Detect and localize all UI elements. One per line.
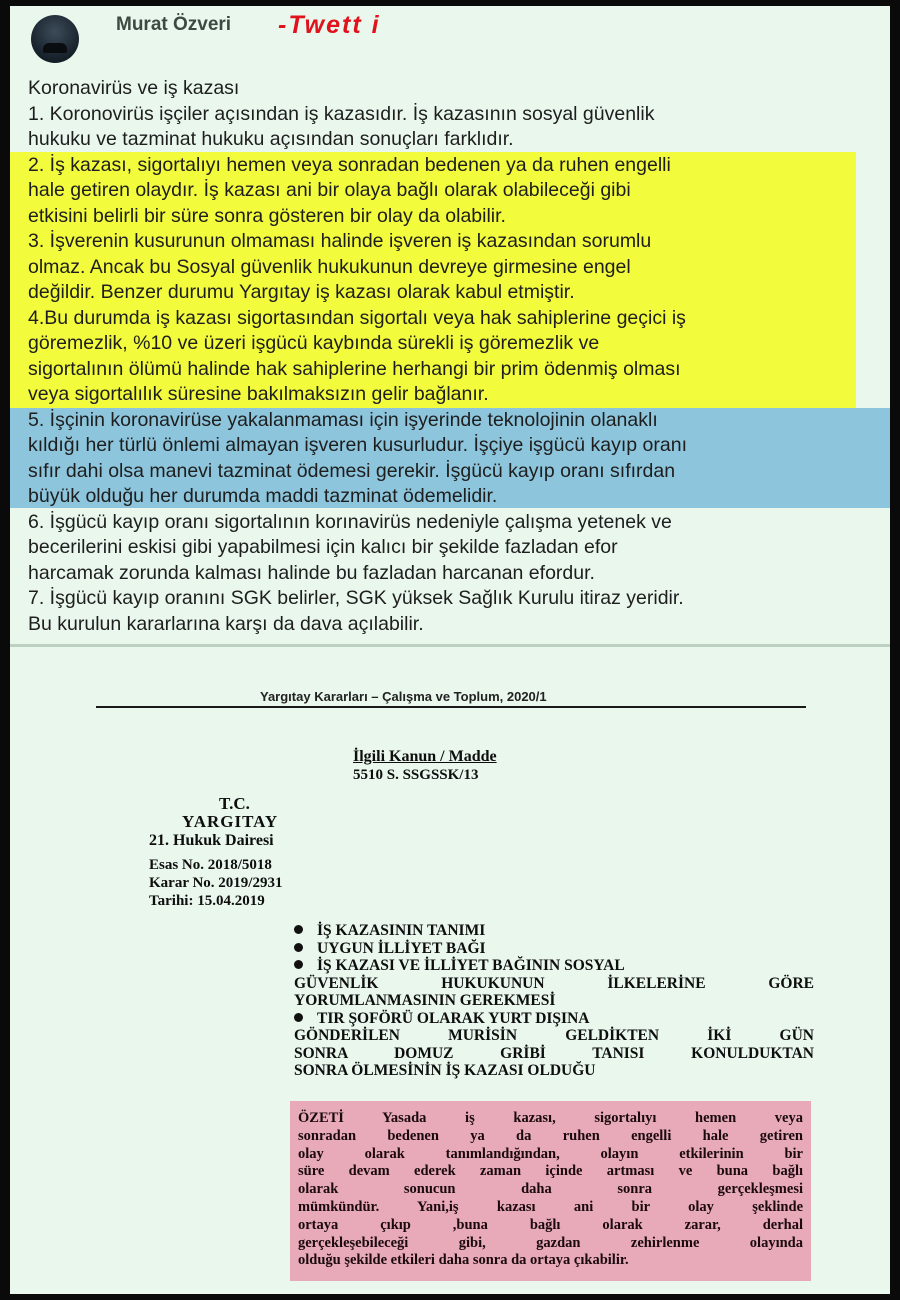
decision-number: Karar No. 2019/2931 <box>149 875 283 891</box>
tweet-line: 6. İşgücü kayıp oranı sigortalının korınavirüs nedeniyle çalışma yetenek ve <box>28 510 672 533</box>
summary-line: ÖZETİ Yasada iş kazası, sigortalıyı hemen veya <box>298 1110 803 1126</box>
tweet-body <box>28 76 888 637</box>
tweet-line: 1. Koronovirüs işçiler açısından iş kazasıdır. İş kazasının sosyal güvenlik <box>28 102 655 125</box>
keyword-item: SONRA ÖLMESİNİN İŞ KAZASI OLDUĞU <box>294 1062 596 1079</box>
keyword-item: İŞ KAZASININ TANIMI <box>317 922 486 939</box>
tweet-line: hukuku ve tazminat hukuku açısından sonuçları farklıdır. <box>28 128 514 150</box>
tweet-line: 5. İşçinin koronavirüse yakalanmaması için işyerinde teknolojinin olanaklı <box>28 408 658 431</box>
keyword-item: İŞ KAZASI VE İLLİYET BAĞININ SOSYAL <box>317 957 625 974</box>
bullet-icon <box>294 960 303 969</box>
tweet-line: sigortalının ölümü halinde hak sahiplerine herhangi bir prim ödenmiş olması <box>28 357 681 380</box>
tweet-line: 4.Bu durumda iş kazası sigortasından sigortalı veya hak sahiplerine geçici iş <box>28 306 686 329</box>
decision-date: Tarihi: 15.04.2019 <box>149 893 265 909</box>
court-name: YARGITAY <box>182 812 279 831</box>
summary-line: sonradan bedenen ya da ruhen engelli hale getiren <box>298 1127 803 1144</box>
court-department: 21. Hukuk Dairesi <box>149 832 274 849</box>
tweet-line: 7. İşgücü kayıp oranını SGK belirler, SGK yüksek Sağlık Kurulu itiraz yeridir. <box>28 587 684 609</box>
keyword-item: YORUMLANMASININ GEREKMESİ <box>294 992 556 1009</box>
law-article-value: 5510 S. SSGSSK/13 <box>353 767 479 783</box>
bullet-icon <box>294 943 303 952</box>
summary-line: olarak sonucun daha sonra gerçekleşmesi <box>298 1181 803 1198</box>
summary-line: mümkündür. Yani,iş kazası ani bir olay şeklinde <box>298 1198 803 1215</box>
bullet-icon <box>294 925 303 934</box>
tweet-line: 3. İşverenin kusurunun olmaması halinde işveren iş kazasından sorumlu <box>28 230 652 252</box>
tweet-line: hale getiren olaydır. İş kazası ani bir olaya bağlı olarak olabileceği gibi <box>28 179 631 201</box>
section-divider <box>10 644 890 647</box>
summary-line: süre devam ederek zaman içinde artması ve buna bağlı <box>298 1163 803 1180</box>
keyword-item: TIR ŞOFÖRÜ OLARAK YURT DIŞINA <box>317 1009 590 1027</box>
keyword-item: GÖNDERİLEN MURİSİN GELDİKTEN İKİ GÜN <box>294 1027 814 1044</box>
tweet-line: etkisini belirli bir süre sonra gösteren bir olay da olabilir. <box>28 204 506 227</box>
header-rule <box>96 706 806 708</box>
tweet-line: göremezlik, %10 ve üzeri işgücü kaybında sürekli iş göremezlik ve <box>28 332 600 354</box>
tweet-line: Bu kurulun kararlarına karşı da dava açılabilir. <box>28 612 424 635</box>
republic-label: T.C. <box>219 794 250 813</box>
summary-line: ortaya çıkıp ,buna bağlı olarak zarar, derhal <box>298 1216 803 1233</box>
tweet-line: sıfır dahi olsa manevi tazminat ödemesi gerekir. İşgücü kayıp oranı sıfırdan <box>28 459 676 482</box>
keyword-item: UYGUN İLLİYET BAĞI <box>317 939 486 957</box>
avatar[interactable] <box>31 15 79 63</box>
law-article-title: İlgili Kanun / Madde <box>353 748 497 765</box>
keyword-item: SONRA DOMUZ GRİBİ TANISI KONULDUKTAN <box>294 1044 814 1062</box>
summary-line: gerçekleşebileceği gibi, gazdan zehirlenme olayında <box>298 1234 803 1251</box>
tweet-line: olmaz. Ancak bu Sosyal güvenlik hukukunun devreye girmesine engel <box>28 255 631 278</box>
tweet-line: veya sigortalılık süresine bakılmaksızın gelir bağlanır. <box>28 383 489 405</box>
tweet-title: Koronavirüs ve iş kazası <box>28 77 240 99</box>
summary-line: olduğu şekilde etkileri daha sonra da ortaya çıkabilir. <box>298 1252 629 1269</box>
case-number: Esas No. 2018/5018 <box>149 857 272 873</box>
keyword-item: GÜVENLİK HUKUKUNUN İLKELERİNE GÖRE <box>294 974 814 992</box>
summary-line: olay olarak tanımlandığından, olayın etkilerinin bir <box>298 1145 803 1162</box>
tweet-line: büyük olduğu her durumda maddi tazminat ödemelidir. <box>28 485 498 507</box>
tweet-tag: -Twett i <box>278 11 381 39</box>
document-header: Yargıtay Kararları – Çalışma ve Toplum, 2020/1 <box>260 689 547 704</box>
bullet-icon <box>294 1013 303 1022</box>
tweet-line: becerilerini eskisi gibi yapabilmesi için kalıcı bir şekilde fazladan efor <box>28 536 618 558</box>
tweet-line: kıldığı her türlü önlemi almayan işveren kusurludur. İşçiye işgücü kayıp oranı <box>28 434 687 456</box>
tweet-line: değildir. Benzer durumu Yargıtay iş kazası olarak kabul etmiştir. <box>28 281 575 303</box>
keyword-list <box>294 922 814 1080</box>
author-name[interactable]: Murat Özveri <box>116 14 232 35</box>
screenshot-frame <box>10 6 890 1294</box>
decision-summary <box>298 1110 803 1270</box>
tweet-line: 2. İş kazası, sigortalıyı hemen veya sonradan bedenen ya da ruhen engelli <box>28 153 671 176</box>
tweet-line: harcamak zorunda kalması halinde bu fazladan harcanan efordur. <box>28 561 595 584</box>
